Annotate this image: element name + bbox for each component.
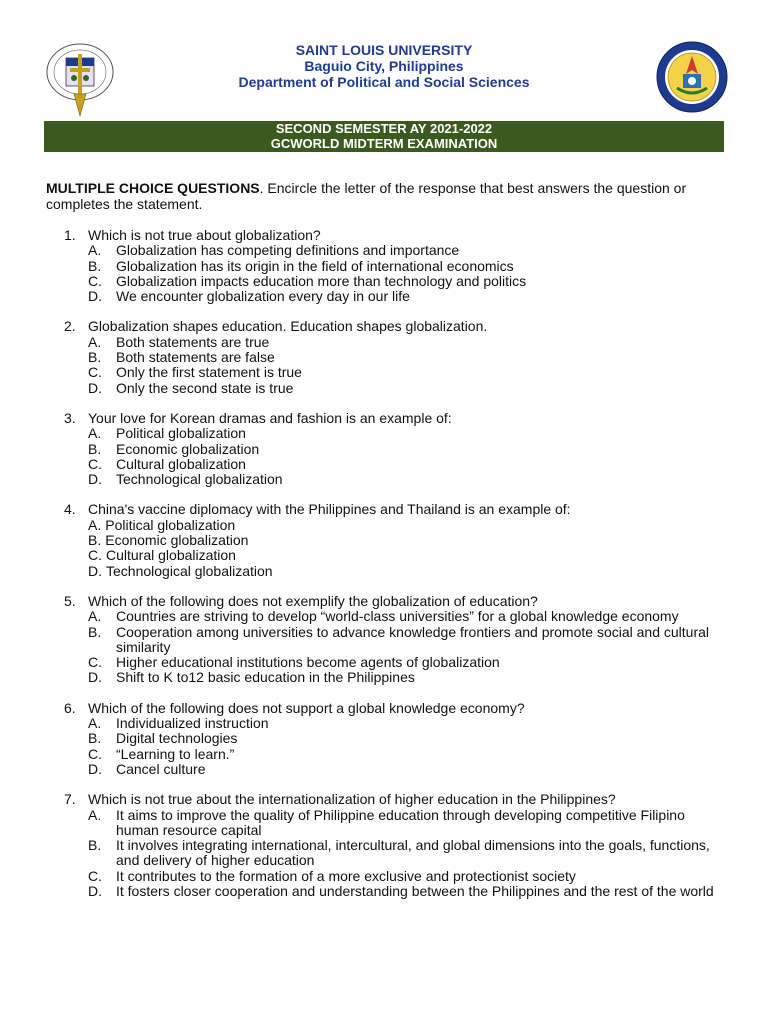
instructions <box>46 181 726 212</box>
question-text: China's vaccine diplomacy with the Philippines and Thailand is an example of: <box>88 501 571 518</box>
option-letter: C. <box>88 654 102 671</box>
option-letter: B. <box>88 532 102 549</box>
question-number: 2. <box>64 318 76 335</box>
option-text: Only the first statement is true <box>116 364 302 381</box>
option-a[interactable] <box>88 518 726 533</box>
question-item <box>46 228 726 304</box>
option-text: Cultural globalization <box>116 455 246 472</box>
option-d[interactable] <box>88 762 726 777</box>
department-seal-logo <box>655 40 729 114</box>
option-d[interactable] <box>88 289 726 304</box>
option-a[interactable] <box>88 426 726 441</box>
question-text: Your love for Korean dramas and fashion is an example of: <box>88 409 452 426</box>
option-letter: D. <box>88 471 102 488</box>
option-c[interactable] <box>88 869 726 884</box>
option-d[interactable] <box>88 884 726 899</box>
option-letter: D. <box>88 288 102 305</box>
question-stem <box>46 319 726 334</box>
option-d[interactable] <box>88 670 726 685</box>
question-text: Globalization shapes education. Education shapes globalization. <box>88 318 488 335</box>
option-list <box>88 518 726 579</box>
question-stem <box>46 594 726 609</box>
question-item <box>46 319 726 395</box>
option-text: Economic globalization <box>105 532 249 549</box>
option-b[interactable] <box>88 259 726 274</box>
question-item <box>46 701 726 777</box>
option-letter: D. <box>88 882 102 899</box>
option-text: Globalization has competing definitions and importance <box>116 242 460 259</box>
option-text: It contributes to the formation of a more exclusive and protectionist society <box>116 867 576 884</box>
option-letter: D. <box>88 760 102 777</box>
question-number: 6. <box>64 699 76 716</box>
option-text: Cancel culture <box>116 760 206 777</box>
option-text: It fosters closer cooperation and understanding between the Philippines and the rest of the world <box>116 882 714 899</box>
option-list <box>88 243 726 304</box>
department-name: Department of Political and Social Sciences <box>238 74 530 90</box>
option-letter: C. <box>88 272 102 289</box>
option-letter: A. <box>88 608 102 625</box>
university-city: Baguio City, Philippines <box>304 58 464 74</box>
option-b[interactable] <box>88 350 726 365</box>
option-text: “Learning to learn.” <box>116 745 235 762</box>
option-c[interactable] <box>88 747 726 762</box>
option-text: It aims to improve the quality of Philippine education through developing competitive Filipino human resource capital <box>116 806 685 838</box>
option-c[interactable] <box>88 548 726 563</box>
option-letter: C. <box>88 547 102 564</box>
question-number: 7. <box>64 791 76 808</box>
option-text: Globalization has its origin in the field of international economics <box>116 257 514 274</box>
option-letter: D. <box>88 669 102 686</box>
option-letter: C. <box>88 455 102 472</box>
option-list <box>88 808 726 900</box>
question-stem <box>46 701 726 716</box>
question-stem <box>46 411 726 426</box>
option-b[interactable] <box>88 731 726 746</box>
option-letter: C. <box>88 867 102 884</box>
question-number: 3. <box>64 409 76 426</box>
option-letter: B. <box>88 257 102 274</box>
question-number: 5. <box>64 592 76 609</box>
option-c[interactable] <box>88 365 726 380</box>
option-letter: B. <box>88 730 102 747</box>
exam-title: GCWORLD MIDTERM EXAMINATION <box>270 135 498 151</box>
option-letter: D. <box>88 562 102 579</box>
question-number: 1. <box>64 227 76 243</box>
option-text: Cooperation among universities to advance knowledge frontiers and promote social and cultural similarity <box>116 623 710 655</box>
option-d[interactable] <box>88 381 726 396</box>
option-letter: B. <box>88 440 102 457</box>
question-list <box>46 228 726 914</box>
option-letter: A. <box>88 425 102 442</box>
option-text: Technological globalization <box>116 471 283 488</box>
option-letter: A. <box>88 715 102 732</box>
question-stem <box>46 228 726 243</box>
option-c[interactable] <box>88 274 726 289</box>
option-letter: D. <box>88 379 102 396</box>
option-letter: A. <box>88 806 102 823</box>
option-text: It involves integrating international, intercultural, and global dimensions into the goals, functions, and delivery of higher education <box>116 837 710 869</box>
option-text: Political globalization <box>116 425 246 442</box>
option-text: Globalization impacts education more than technology and politics <box>116 272 527 289</box>
question-item <box>46 792 726 899</box>
question-number: 4. <box>64 501 76 518</box>
option-d[interactable] <box>88 564 726 579</box>
option-text: Economic globalization <box>116 440 260 457</box>
question-text: Which is not true about the internationalization of higher education in the Philippines? <box>88 791 616 808</box>
option-text: Technological globalization <box>106 562 273 579</box>
option-text: Digital technologies <box>116 730 238 747</box>
option-b[interactable] <box>88 625 726 656</box>
option-text: Both statements are false <box>116 349 275 366</box>
option-b[interactable] <box>88 442 726 457</box>
option-a[interactable] <box>88 609 726 624</box>
option-letter: C. <box>88 745 102 762</box>
option-d[interactable] <box>88 472 726 487</box>
option-letter: B. <box>88 623 102 640</box>
question-text: Which is not true about globalization? <box>88 227 321 243</box>
instructions-text: . Encircle the letter of the response that best answers the question or completes the statement. <box>46 180 687 212</box>
university-seal-logo <box>44 40 116 118</box>
option-b[interactable] <box>88 533 726 548</box>
option-list <box>88 426 726 487</box>
option-list <box>88 335 726 396</box>
instructions-title: MULTIPLE CHOICE QUESTIONS <box>46 180 260 196</box>
option-text: Individualized instruction <box>116 715 269 732</box>
question-text: Which of the following does not support a global knowledge economy? <box>88 699 525 716</box>
option-text: Only the second state is true <box>116 379 294 396</box>
option-text: Political globalization <box>105 516 236 533</box>
question-stem <box>46 792 726 807</box>
option-letter: A. <box>88 516 102 533</box>
option-c[interactable] <box>88 457 726 472</box>
option-letter: B. <box>88 349 102 366</box>
option-letter: A. <box>88 242 102 259</box>
option-a[interactable] <box>88 335 726 350</box>
document-header <box>160 42 608 90</box>
option-a[interactable] <box>88 716 726 731</box>
option-text: Shift to K to12 basic education in the Philippines <box>116 669 415 686</box>
question-item <box>46 594 726 686</box>
option-letter: B. <box>88 837 102 854</box>
exam-banner <box>44 121 724 152</box>
option-text: Countries are striving to develop “world-class universities” for a global knowledge economy <box>116 608 679 625</box>
question-text: Which of the following does not exemplify the globalization of education? <box>88 592 538 609</box>
option-letter: C. <box>88 364 102 381</box>
option-text: Cultural globalization <box>106 547 236 564</box>
question-item <box>46 411 726 487</box>
option-letter: A. <box>88 333 102 350</box>
university-name: SAINT LOUIS UNIVERSITY <box>295 42 473 58</box>
option-c[interactable] <box>88 655 726 670</box>
question-stem <box>46 502 726 517</box>
option-list <box>88 609 726 685</box>
option-a[interactable] <box>88 243 726 258</box>
option-text: We encounter globalization every day in our life <box>116 288 410 305</box>
option-list <box>88 716 726 777</box>
option-text: Higher educational institutions become agents of globalization <box>116 654 500 671</box>
option-text: Both statements are true <box>116 333 270 350</box>
semester-label: SECOND SEMESTER AY 2021-2022 <box>275 121 493 136</box>
option-a[interactable] <box>88 808 726 839</box>
option-b[interactable] <box>88 838 726 869</box>
question-item <box>46 502 726 578</box>
